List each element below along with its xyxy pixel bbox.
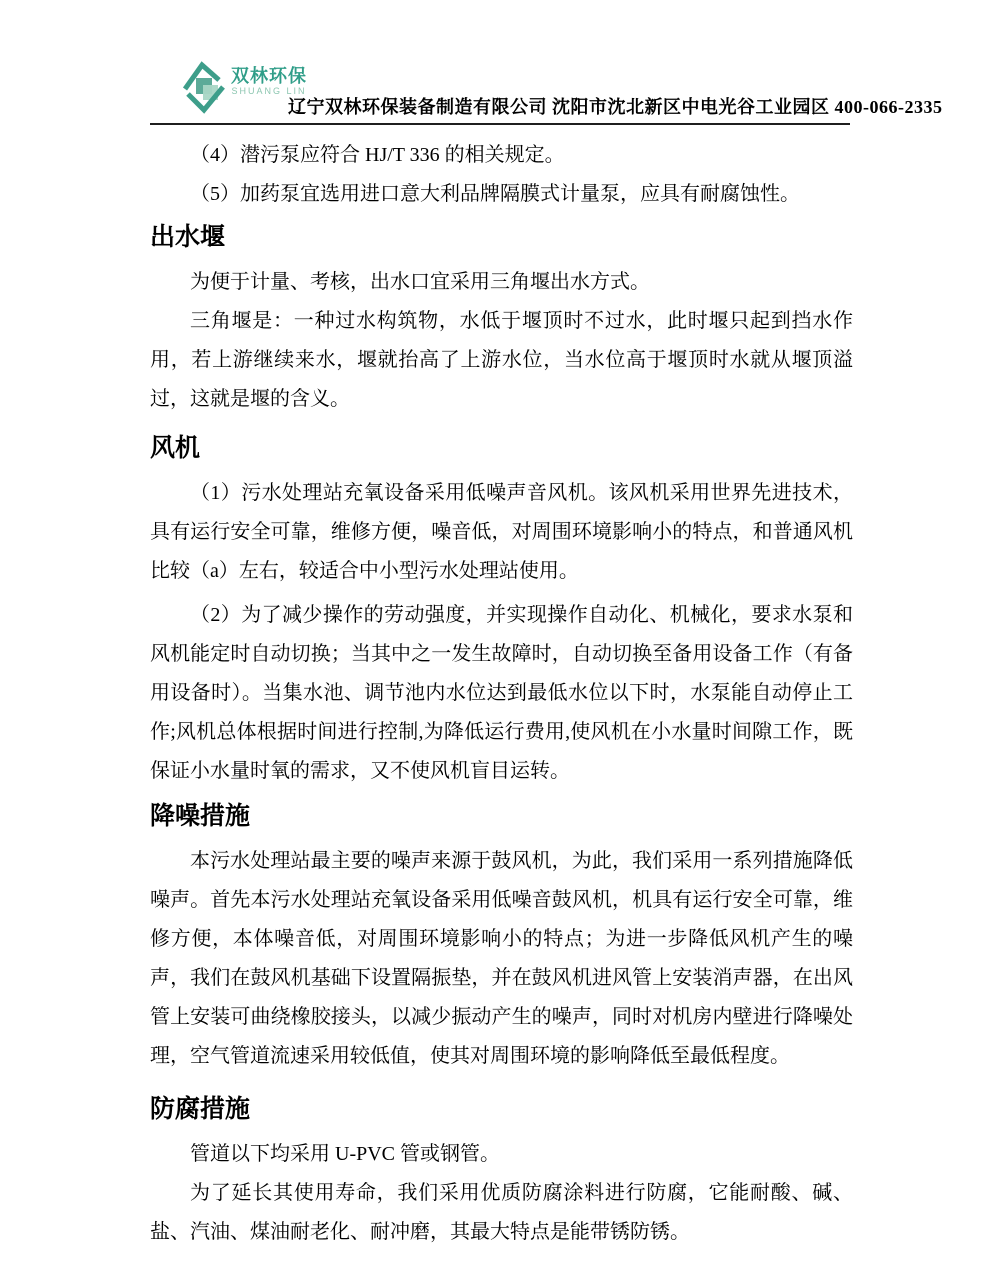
logo-text <box>231 66 307 96</box>
heading-anticorrosion: 防腐措施 <box>150 1095 251 1123</box>
para-fan-1: （1）污水处理站充氧设备采用低噪声音风机。该风机采用世界先进技术，具有运行安全可靠，维修方便，噪音低，对周围环境影响小的特点，和普通风机比较（a）左右，较适合中小型污水处理站使用。 <box>150 482 853 582</box>
intro-item-4: （4）潜污泵应符合 HJ/T 336 的相关规定。 <box>190 144 565 166</box>
document-body <box>150 125 853 1252</box>
heading-outlet-weir: 出水堰 <box>150 223 226 251</box>
logo-text-en: SHUANG LIN <box>231 86 307 96</box>
heading-noise-reduction: 降噪措施 <box>150 802 251 830</box>
intro-item-5: （5）加药泵宜选用进口意大利品牌隔膜式计量泵，应具有耐腐蚀性。 <box>190 183 800 205</box>
para-anticorrosion-2: 为了延长其使用寿命，我们采用优质防腐涂料进行防腐，它能耐酸、碱、盐、汽油、煤油耐老化、耐冲磨，其最大特点是能带锈防锈。 <box>150 1182 853 1243</box>
para-outlet-weir-2: 三角堰是：一种过水构筑物，水低于堰顶时不过水，此时堰只起到挡水作用，若上游继续来水，堰就抬高了上游水位，当水位高于堰顶时水就从堰顶溢过，这就是堰的含义。 <box>150 310 853 410</box>
para-noise-reduction-1: 本污水处理站最主要的噪声来源于鼓风机，为此，我们采用一系列措施降低噪声。首先本污水处理站充氧设备采用低噪音鼓风机，机具有运行安全可靠，维修方便，本体噪音低，对周围环境影响小的特点；为进一步降低风机产生的噪声，我们在鼓风机基础下设置隔振垫，并在鼓风机进风管上安装消声器，在出风管上安装可曲绕橡胶接头，以减少振动产生的噪声，同时对机房内壁进行降噪处理，空气管道流速采用较低值，使其对周围环境的影响降低至最低程度。 <box>150 850 853 1067</box>
para-anticorrosion-1: 管道以下均采用 U-PVC 管或钢管。 <box>190 1143 501 1165</box>
logo-diamond-icon <box>182 60 228 114</box>
heading-fan: 风机 <box>150 434 201 462</box>
para-fan-2: （2）为了减少操作的劳动强度，并实现操作自动化、机械化，要求水泵和风机能定时自动切换；当其中之一发生故障时，自动切换至备用设备工作（有备用设备时）。当集水池、调节池内水位达到最低水位以下时，水泵能自动停止工作;风机总体根据时间进行控制,为降低运行费用,使风机在小水量时间隙工作，既保证小水量时氧的需求，又不使风机盲目运转。 <box>150 604 853 782</box>
page-header <box>150 0 943 125</box>
company-info-line: 辽宁双林环保装备制造有限公司 沈阳市沈北新区中电光谷工业园区 400-066-2335 <box>288 97 943 117</box>
para-outlet-weir-1: 为便于计量、考核，出水口宜采用三角堰出水方式。 <box>190 271 650 293</box>
logo-text-cn: 双林环保 <box>231 66 307 86</box>
